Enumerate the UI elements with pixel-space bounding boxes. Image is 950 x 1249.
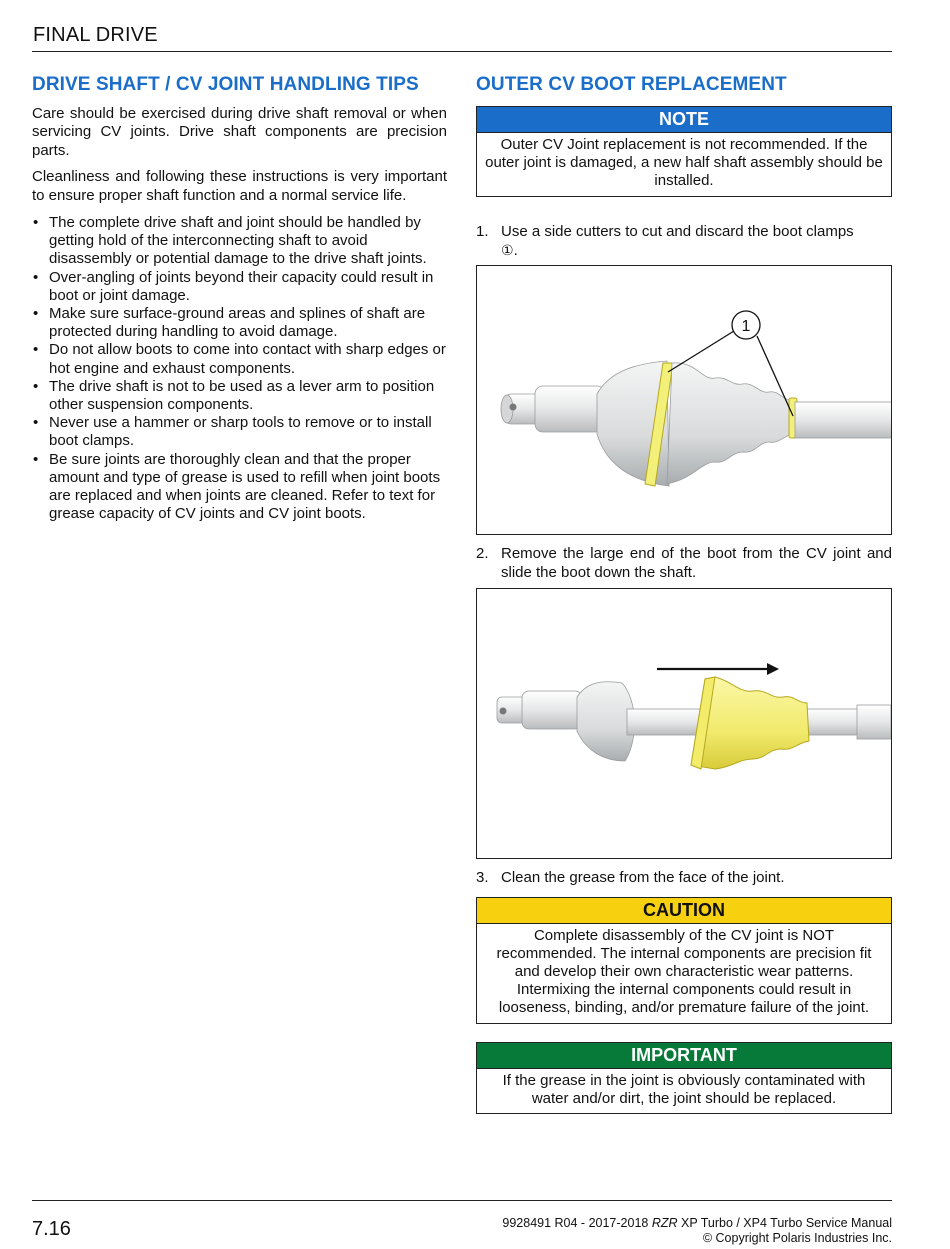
list-item: • Over-angling of joints beyond their capacity could result in boot or joint damage. [32,269,447,305]
important-box [476,1042,892,1114]
handling-tips-list [32,214,447,523]
note-text: Outer CV Joint replacement is not recommended. If the outer joint is damaged, a new half shaft assembly should be installed. [477,132,891,196]
step-number: 1. [476,222,489,240]
list-item: • The drive shaft is not to be used as a lever arm to position other suspension components. [32,378,447,414]
caution-text: Complete disassembly of the CV joint is NOT recommended. The internal components are precision fit and develop their own characteristic wear patterns. Intermixing the internal components could result in looseness, binding, and/or premature failure of the joint. [477,923,891,1023]
step-1 [476,223,892,261]
note-box [476,106,892,197]
callout-reference: ① [501,242,514,259]
step-text: Use a side cutters to cut and discard the boot clamps [501,222,854,240]
important-label: IMPORTANT [477,1043,891,1068]
page-header-title: FINAL DRIVE [33,24,158,46]
copyright-text: © Copyright Polaris Industries Inc. [702,1231,892,1245]
step-end: . [513,242,518,260]
list-item: • Make sure surface-ground areas and splines of shaft are protected during handling to avoid damage. [32,305,447,341]
intro-paragraph-2: Cleanliness and following these instructions is very important to ensure proper shaft function and a normal service life. [32,168,447,204]
footer-divider [32,1200,892,1201]
caution-label: CAUTION [477,898,891,923]
figure-boot-clamps [476,265,892,535]
handling-tips-title: DRIVE SHAFT / CV JOINT HANDLING TIPS [32,74,419,95]
step-number: 2. [476,545,489,563]
important-text: If the grease in the joint is obviously contaminated with water and/or dirt, the joint should be replaced. [477,1068,891,1113]
footer-manual-info [502,1216,892,1246]
list-item: • Do not allow boots to come into contact with sharp edges or hot engine and exhaust components. [32,341,447,377]
list-item: • Be sure joints are thoroughly clean and that the proper amount and type of grease is used to refill when joint boots are replaced and when joints are cleaned. Refer to text for grease capacity of CV joints and CV joint boots. [32,451,447,524]
manual-title: 9928491 R04 - 2017-2018 RZR XP Turbo / XP4 Turbo Service Manual [502,1216,892,1230]
list-item: • The complete drive shaft and joint should be handled by getting hold of the interconnecting shaft to avoid disassembly or potential damage to the drive shaft joints. [32,214,447,269]
step-text: Clean the grease from the face of the joint. [501,869,785,887]
step-text: Remove the large end of the boot from the CV joint and slide the boot down the shaft. [501,545,892,581]
caution-box [476,897,892,1024]
page-number: 7.16 [32,1218,71,1240]
right-column [476,74,892,1114]
boot-replacement-title: OUTER CV BOOT REPLACEMENT [476,74,787,95]
step-2 [476,545,892,582]
intro-paragraph-1: Care should be exercised during drive shaft removal or when servicing CV joints. Drive shaft components are precision parts. [32,105,447,159]
header-divider [32,51,892,52]
list-item: • Never use a hammer or sharp tools to remove or to install boot clamps. [32,414,447,450]
callout-number: 1 [741,318,751,336]
figure-slide-boot [476,588,892,859]
note-label: NOTE [477,107,891,132]
step-3 [476,869,892,887]
step-number: 3. [476,869,489,887]
cv-joint-illustration [477,266,891,534]
boot-slide-illustration [477,589,891,858]
left-column [32,74,447,523]
